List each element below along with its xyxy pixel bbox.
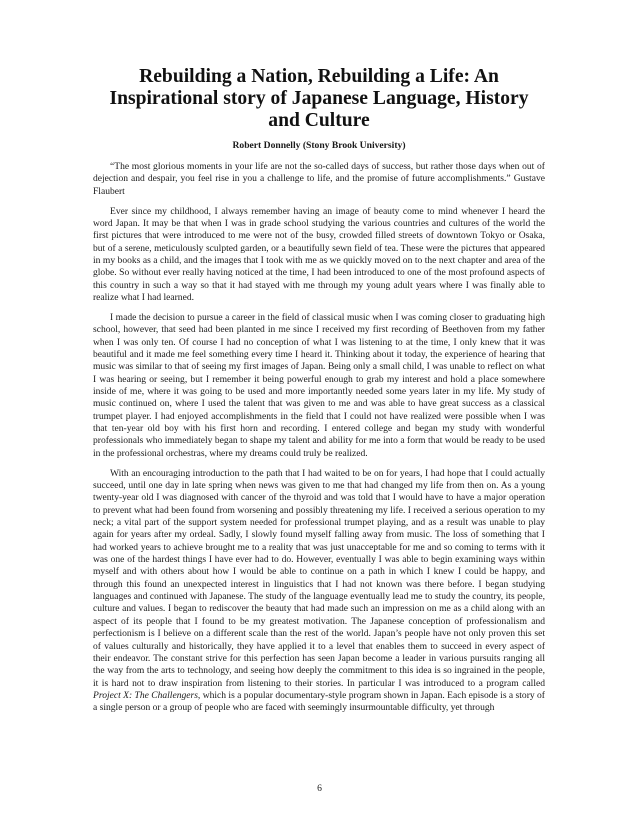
body-paragraph-music-career: I made the decision to pursue a career in the field of classical music when I was coming closer to graduating high school, however, that seed had been planted in me since I received my first recording of Beethoven from my father when I was only ten. Of course I had no conception of what I was listening to at the time, I only knew that it was beautiful and it made me feel something every time I heard it. Thinking about it today, the experience of hearing that music was similar to that of seeing my first images of Japan. Being only a small child, I was unable to reflect on what I was hearing or seeing, but I remember it being powerful enough to grab my interest and hold a place somewhere inside of me, where it was going to be used and more importantly needed some years later in my life. My study of music continued on, where I used the talent that was given to me and was able to have great success as a classical trumpet player. I had enjoyed accomplishments in the field that I could not have realized were possible when I was that ten-year old boy with his first horn and recording. I entered college and began my study with wonderful professionals who immediately began to shape my talent and ability for me into a form that would be ready to be used in the professional orchestras, where my dreams could truly be realized. xyxy=(93,311,545,459)
body-paragraph-diagnosis-tail: , which is a popular documentary-style program shown in Japan. Each episode is a story of a single person or a group of people who are faced with seemingly insurmountable difficulty, yet through xyxy=(93,689,545,714)
body-paragraph-childhood: Ever since my childhood, I always remember having an image of beauty come to mind whenever I heard the word Japan. It may be that when I was in grade school studying the various countries and cultures of the world the first pictures that were introduced to me were not of the busy, crowded filled streets of downtown Tokyo or Osaka, but of a serene, meticulously sculpted garden, or a beautifully sewn field of tea. These were the pictures that appeared in my books as a child, and the images that I took with me as we quickly moved on to the next chapter and area of the globe. So without ever really having noticed at the time, I had been introduced to one of the most profound aspects of this country in such a way so that it had stayed with me through my young adult years where I was finally able to realize what I had learned. xyxy=(93,205,545,304)
document-title: Rebuilding a Nation, Rebuilding a Life: An Inspirational story of Japanese Language, History and Culture xyxy=(109,66,529,131)
body-paragraph-diagnosis-text: With an encouraging introduction to the path that I had waited to be on for years, I had hope that I could actually succeed, until one day in late spring when news was given to me that had changed my life from then on. As a young twenty-year old I was diagnosed with cancer of the thyroid and was told that I would have to have a major operation to prevent what had been found from worsening and possibly threatening my life. I received a serious operation to my neck; a vital part of the support system needed for professional trumpet playing, and as a result was unable to play again for years after my ordeal. Sadly, I slowly found myself falling away from music. The loss of something that I had worked years to achieve brought me to a reality that was just unacceptable for me and so coming to terms with it was one of the hardest things I have ever had to do. However, eventually I was able to begin examining ways within myself and with others about how I would be able to continue on a path in which I knew I could be happy, and through this found an unexpected interest in linguistics that I had not known was there before. I began studying languages and continued with Japanese. The study of the language eventually lead me to study the country, its people, culture and values. I began to rediscover the beauty that had made such an impression on me as a child along with an aspect of its people that I found to be my greatest motivation. The Japanese conception of professionalism and perfectionism is I believe on a different scale than the rest of the world. Japan’s people have not only proven this set of values culturally and historically, they have applied it to a level that enables them to succeed in every aspect of their endeavor. The constant strive for this perfection has seen Japan become a leader in various pursuits ranging all the way from the arts to technology, and seeing how deeply the commitment to this idea is so ingrained in the people, it is hard not to draw inspiration from listening to their stories. In particular I was introduced to a program called xyxy=(93,467,545,689)
author-byline: Robert Donnelly (Stony Brook University) xyxy=(232,140,406,151)
epigraph-paragraph: “The most glorious moments in your life are not the so-called days of success, but rather those days when out of dejection and despair, you feel rise in you a challenge to life, and the promise of future accomplishments.” Gustave Flaubert xyxy=(93,161,545,197)
program-title-italic: Project X: The Challengers xyxy=(93,689,198,701)
page-number: 6 xyxy=(317,783,322,794)
document-page xyxy=(93,66,545,722)
body-paragraph-diagnosis xyxy=(93,468,545,715)
